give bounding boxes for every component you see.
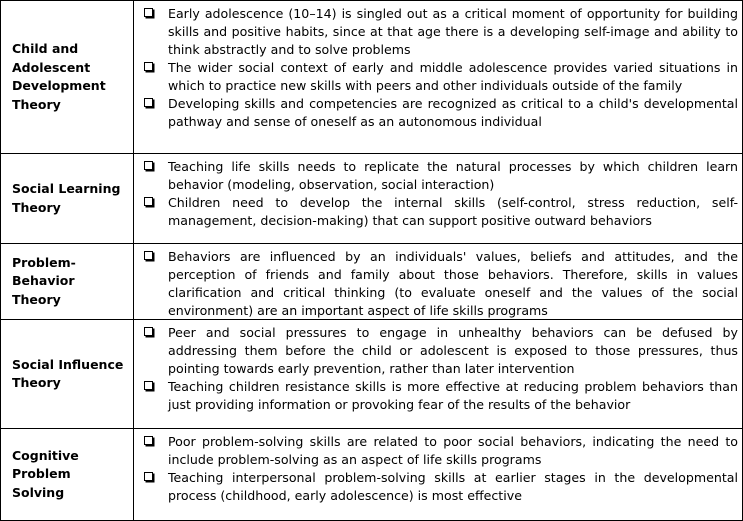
checkbox-bullet-icon [144, 327, 153, 336]
list-item [144, 5, 738, 59]
bullet-text: Poor problem-solving skills are related to poor social behaviors, indicating the need to include problem-solving as an aspect of life skills programs [168, 434, 738, 467]
theory-name-cell [1, 429, 134, 520]
theory-bullets-cell [134, 429, 742, 520]
checkbox-bullet-icon [144, 436, 153, 445]
list-item [144, 378, 738, 414]
bullet-text: Behaviors are influenced by an individuals' values, beliefs and attitudes, and the perception of friends and family about those behaviors. Therefore, skills in values clarification and critical thinking (to evaluate oneself and the values of the social environment) are an important aspect of life skills programs [168, 249, 738, 318]
theory-name-cell [1, 320, 134, 428]
checkbox-bullet-icon [144, 472, 153, 481]
list-item [144, 469, 738, 505]
checkbox-bullet-icon [144, 197, 153, 206]
bullet-text: Early adolescence (10–14) is singled out as a critical moment of opportunity for building skills and positive habits, since at that age there is a developing self-image and ability to think abstractly and to solve problems [168, 6, 738, 57]
checkbox-bullet-icon [144, 161, 153, 170]
table-row [1, 1, 742, 154]
list-item [144, 95, 738, 131]
bullet-text: Teaching life skills needs to replicate the natural processes by which children learn behavior (modeling, observation, social interaction) [168, 159, 738, 192]
checkbox-bullet-icon [144, 251, 153, 260]
theory-name-cell [1, 1, 134, 153]
table-row [1, 429, 742, 520]
table-row [1, 320, 742, 429]
theory-name-cell [1, 244, 134, 319]
checkbox-bullet-icon [144, 381, 153, 390]
checkbox-bullet-icon [144, 98, 153, 107]
theory-bullets-cell [134, 154, 742, 243]
theory-bullets-cell [134, 320, 742, 428]
bullet-text: Peer and social pressures to engage in unhealthy behaviors can be defused by addressing them before the child or adolescent is exposed to those pressures, thus pointing towards early prevention, rather than later intervention [168, 325, 738, 376]
theory-name: Social Learning Theory [12, 181, 121, 215]
checkbox-bullet-icon [144, 62, 153, 71]
bullet-text: Teaching children resistance skills is more effective at reducing problem behaviors than just providing information or provoking fear of the results of the behavior [168, 379, 738, 412]
table-row [1, 154, 742, 244]
list-item [144, 59, 738, 95]
theory-bullets-cell [134, 244, 742, 319]
bullet-text: Developing skills and competencies are recognized as critical to a child's developmental pathway and sense of oneself as an autonomous individual [168, 96, 738, 129]
theory-name: Cognitive Problem Solving [12, 447, 79, 500]
theory-name-cell [1, 154, 134, 243]
list-item [144, 248, 738, 320]
bullet-text: Teaching interpersonal problem-solving skills at earlier stages in the developmental process (childhood, early adolescence) is most effective [168, 470, 738, 503]
table-row [1, 244, 742, 320]
checkbox-bullet-icon [144, 8, 153, 17]
bullet-text: Children need to develop the internal skills (self-control, stress reduction, self-management, decision-making) that can support positive outward behaviors [168, 195, 738, 228]
list-item [144, 324, 738, 378]
list-item [144, 433, 738, 469]
theory-bullets-cell [134, 1, 742, 153]
theory-name: Social Influence Theory [12, 356, 124, 390]
list-item [144, 194, 738, 230]
list-item [144, 158, 738, 194]
bullet-text: The wider social context of early and middle adolescence provides varied situations in which to practice new skills with peers and other individuals outside of the family [168, 60, 738, 93]
theory-name: Problem-Behavior Theory [12, 254, 76, 307]
theory-name: Child and Adolescent Development Theory [12, 41, 106, 112]
